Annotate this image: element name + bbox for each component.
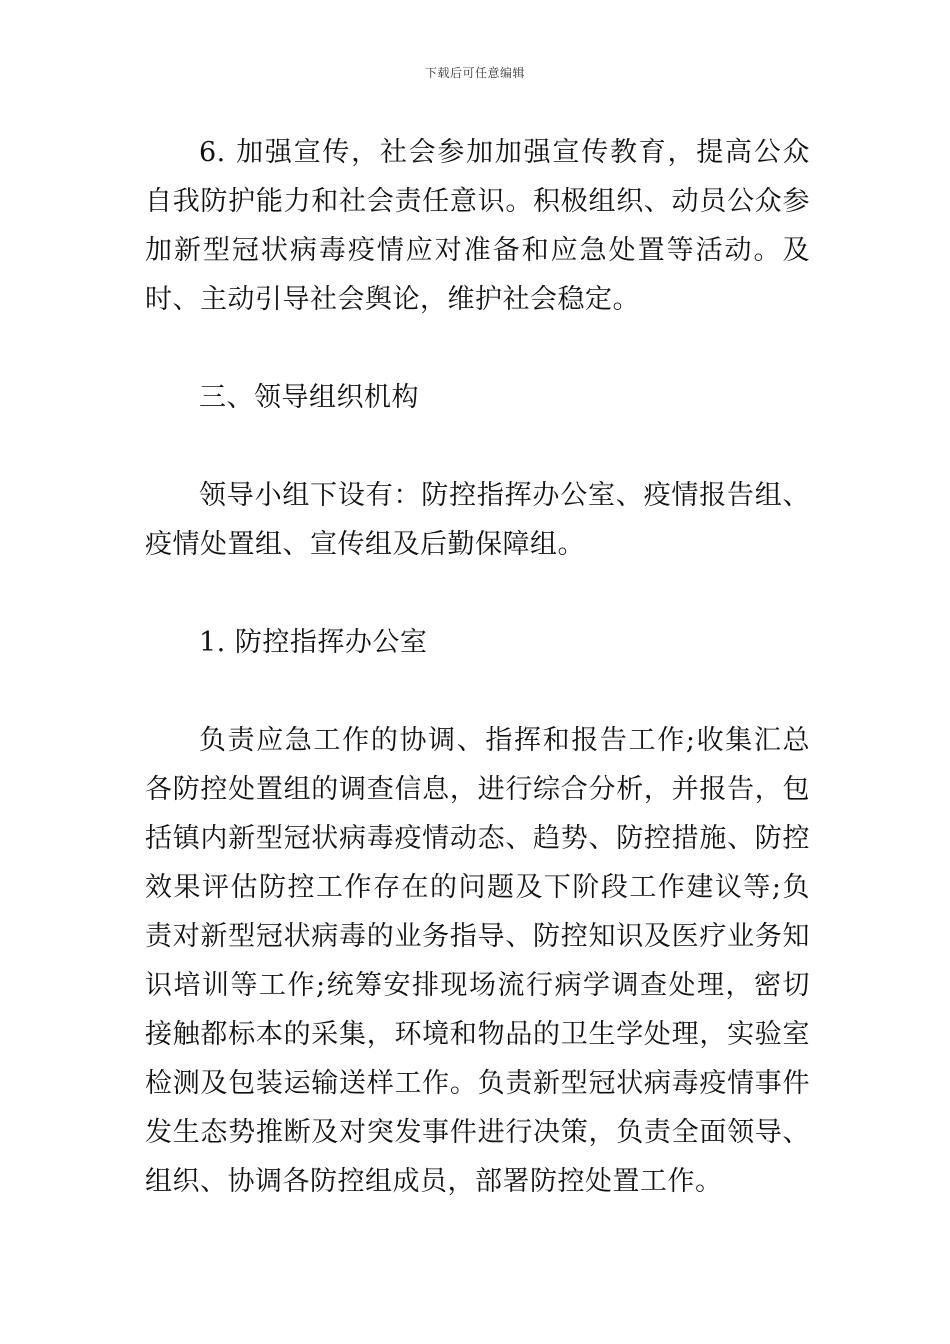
page-header: 下载后可任意编辑 <box>424 66 525 80</box>
section-heading-organization: 三、领导组织机构 <box>199 382 419 413</box>
paragraph-command-office-duties: 负责应急工作的协调、指挥和报告工作;收集汇总各防控处置组的调查信息，进行综合分析，并报告，包括镇内新型冠状病毒疫情动态、趋势、防控措施、防控效果评估防控工作存在的问题及下阶段工作建议等;负责对新型冠状病毒的业务指导、防控知识及医疗业务知识培训等工作;统筹安排现场流行病学调查处理，密切接触都标本的采集，环境和物品的卫生学处理，实验室检测及包装运输送样工作。负责新型冠状病毒疫情事件发生态势推断及对突发事件进行决策，负责全面领导、组织、协调各防控组成员，部署防控处置工作。 <box>145 725 810 1197</box>
document-body <box>145 128 810 1206</box>
paragraph-publicity: 6. 加强宣传，社会参加加强宣传教育，提高公众自我防护能力和社会责任意识。积极组织、动员公众参加新型冠状病毒疫情应对准备和应急处置等活动。及时、主动引导社会舆论，维护社会稳定。 <box>145 137 810 315</box>
paragraph-groups: 领导小组下设有：防控指挥办公室、疫情报告组、疫情处置组、宣传组及后勤保障组。 <box>145 480 810 560</box>
subheading-command-office: 1. 防控指挥办公室 <box>199 627 428 658</box>
